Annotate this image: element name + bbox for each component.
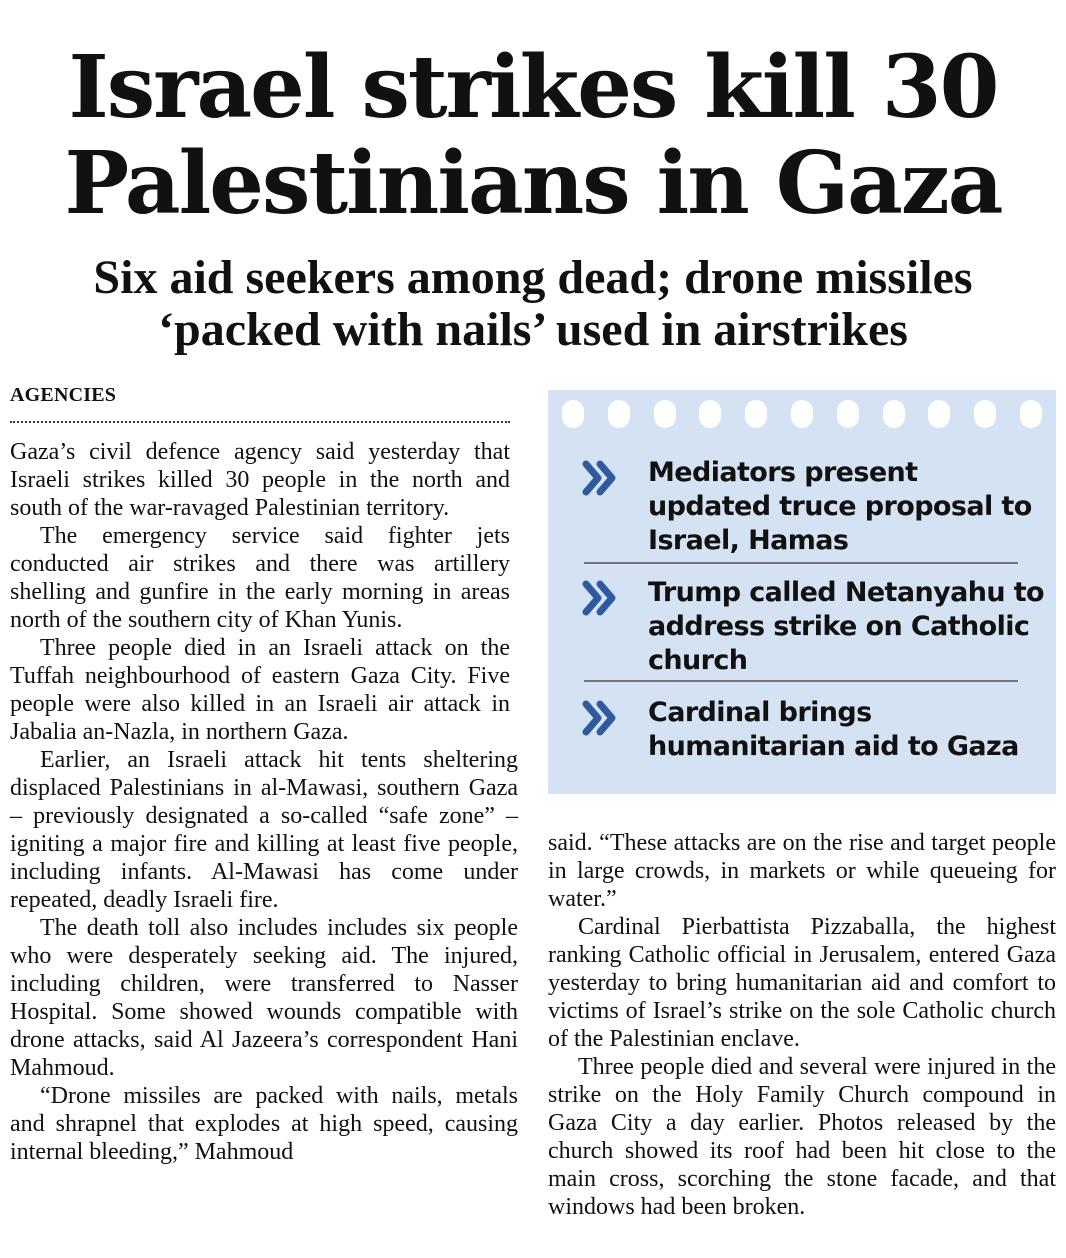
notepad-hole bbox=[654, 400, 676, 428]
notepad-hole bbox=[745, 400, 767, 428]
headline-line-2: Palestinians in Gaza bbox=[64, 133, 1002, 234]
article-column-right bbox=[548, 829, 1056, 1221]
notepad-hole bbox=[883, 400, 905, 428]
highlight-text: Mediators present updated truce proposal to Israel, Hamas bbox=[648, 457, 1032, 556]
subheadline-line-1: Six aid seekers among dead; drone missiles bbox=[93, 251, 973, 304]
notepad-hole bbox=[974, 400, 996, 428]
notepad-hole bbox=[562, 400, 584, 428]
subheadline bbox=[0, 252, 1066, 356]
double-chevron-right-icon bbox=[580, 458, 622, 498]
headline-line-1: Israel strikes kill 30 bbox=[68, 37, 998, 138]
highlight-divider bbox=[584, 562, 1018, 564]
article-paragraph: The emergency service said fighter jets conducted air strikes and there was artillery shelling and gunfire in the early morning in areas north of the southern city of Khan Yunis. bbox=[10, 523, 510, 633]
article-paragraph: Three people died in an Israeli attack on the Tuffah neighbourhood of eastern Gaza City. Five people were also killed in an Israeli air attack in Jabalia an-Nazla, in northern Gaza. bbox=[10, 635, 510, 745]
article-paragraph: Three people died and several were injured in the strike on the Holy Family Church compound in Gaza City a day earlier. Photos released by the church showed its roof had been hit close to the main cross, scorching the stone facade, and that windows had been broken. bbox=[548, 1054, 1056, 1220]
article-column-left bbox=[10, 438, 518, 1166]
article-paragraph: The death toll also includes includes six people who were desperately seeking aid. The injured, including children, were transferred to Nasser Hospital. Some showed wounds compatible with drone attacks, said Al Jazeera’s correspondent Hani Mahmoud. bbox=[10, 915, 518, 1081]
highlight-text: Trump called Netanyahu to address strike on Catholic church bbox=[648, 577, 1044, 676]
highlights-box bbox=[548, 390, 1056, 794]
article-paragraph: Gaza’s civil defence agency said yesterday that Israeli strikes killed 30 people in the north and south of the war-ravaged Palestinian territory. bbox=[10, 439, 510, 521]
notepad-holes bbox=[562, 400, 1042, 430]
headline bbox=[0, 37, 1066, 234]
double-chevron-right-icon bbox=[580, 578, 622, 618]
double-chevron-right-icon bbox=[580, 698, 622, 738]
highlight-text: Cardinal brings humanitarian aid to Gaza bbox=[648, 697, 1019, 762]
notepad-hole bbox=[928, 400, 950, 428]
highlight-divider bbox=[584, 680, 1018, 682]
article-paragraph: “Drone missiles are packed with nails, metals and shrapnel that explodes at high speed, causing internal bleeding,” Mahmoud bbox=[10, 1083, 518, 1165]
article-paragraph: Cardinal Pierbattista Pizzaballa, the highest ranking Catholic official in Jerusalem, entered Gaza yesterday to bring humanitarian aid and comfort to victims of Israel’s strike on the sole Catholic church of the Palestinian enclave. bbox=[548, 914, 1056, 1052]
notepad-hole bbox=[608, 400, 630, 428]
notepad-hole bbox=[699, 400, 721, 428]
article-column-left-upper bbox=[10, 438, 510, 746]
notepad-hole bbox=[1020, 400, 1042, 428]
article-paragraph: said. “These attacks are on the rise and target people in large crowds, in markets or while queueing for water.” bbox=[548, 830, 1056, 912]
article-paragraph: Earlier, an Israeli attack hit tents sheltering displaced Palestinians in al-Mawasi, southern Gaza – previously designated a so-called “safe zone” – igniting a major fire and killing at least five people, including infants. Al-Mawasi has come under repeated, deadly Israeli fire. bbox=[10, 747, 518, 913]
notepad-hole bbox=[791, 400, 813, 428]
byline-divider bbox=[10, 421, 510, 423]
subheadline-line-2: ‘packed with nails’ used in airstrikes bbox=[158, 303, 908, 356]
byline: AGENCIES bbox=[10, 384, 117, 406]
notepad-hole bbox=[837, 400, 859, 428]
